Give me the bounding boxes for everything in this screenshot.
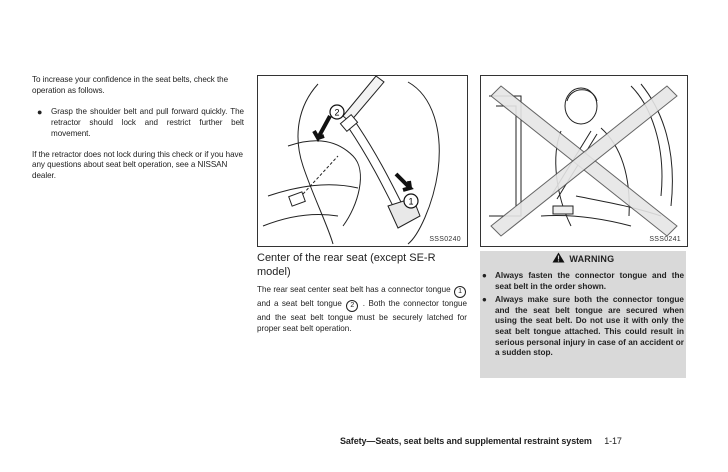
warning-item-text: Always fasten the connector tongue and the seat belt in the order shown. [495, 271, 684, 291]
check-bullet-text: Grasp the shoulder belt and pull forward quickly. The retractor should lock and restrict further belt movement. [51, 106, 244, 138]
page-number: 1-17 [604, 436, 622, 446]
footer-section-title: Safety—Seats, seat belts and supplemental restraint system [340, 436, 592, 446]
warning-triangle-icon [552, 252, 565, 263]
tongue-2-marker: 2 [346, 300, 358, 312]
warning-body [480, 268, 686, 378]
figure-id: SSS0240 [429, 236, 461, 243]
bullet-marker: ● [482, 295, 487, 305]
crossed-out-illustration [481, 76, 687, 246]
figure-incorrect-use [480, 75, 688, 247]
seat-belt-illustration [258, 76, 467, 246]
description-part-3: . Both the connector tongue and the seat belt tongue must be securely latched for proper seat belt operation. [257, 299, 468, 334]
callout-1: 1 [408, 196, 414, 207]
warning-item [480, 295, 686, 359]
page-footer [340, 436, 622, 446]
dealer-note: If the retractor does not lock during this check or if you have any questions about seat belt operation, see a NISSAN dealer. [32, 149, 243, 181]
center-belt-description [257, 284, 467, 335]
warning-header [480, 251, 686, 268]
bullet-marker: ● [482, 271, 487, 280]
figure-center-seat-belt [257, 75, 468, 247]
figure-caption: Center of the rear seat (except SE-R model) [257, 252, 436, 278]
intro-paragraph: To increase your confidence in the seat belts, check the operation as follows. [32, 75, 229, 95]
description-part-1: The rear seat center seat belt has a connector tongue [257, 285, 451, 294]
figure-id: SSS0241 [649, 236, 681, 243]
left-column [32, 75, 244, 192]
bullet-marker: ● [37, 106, 43, 117]
check-bullet [32, 107, 244, 140]
warning-title: WARNING [569, 254, 615, 264]
description-part-2: and a seat belt tongue [257, 299, 342, 308]
warning-item [480, 271, 686, 292]
callout-2: 2 [334, 107, 340, 118]
tongue-1-marker: 1 [454, 286, 466, 298]
warning-item-text: Always make sure both the connector tongue and the seat belt tongue are secured when using the seat belt. Do not use it with only the seat belt tongue attached. This could result in serious personal injury in case of an accident or a sudden stop. [495, 295, 684, 358]
